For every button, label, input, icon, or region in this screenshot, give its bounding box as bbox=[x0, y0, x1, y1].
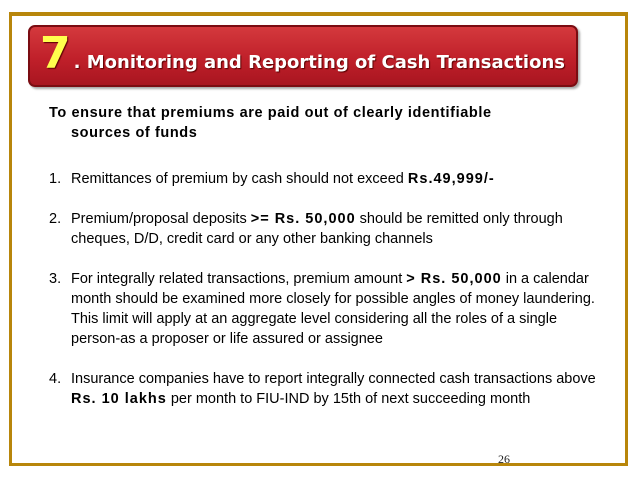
title-bar bbox=[28, 25, 578, 87]
text-run: should be remitted only through cheques, D/D, credit card or any other banking channels bbox=[71, 211, 563, 247]
intro-line-1: To ensure that premiums are paid out of clearly identifiable bbox=[49, 105, 492, 121]
list-item-text bbox=[71, 169, 609, 189]
bold-amount: > Rs. 50,000 bbox=[406, 271, 502, 287]
text-run: Premium/proposal deposits bbox=[71, 211, 251, 227]
page-title: . Monitoring and Reporting of Cash Transactions bbox=[73, 52, 565, 73]
text-run: Remittances of premium by cash should not exceed bbox=[71, 171, 408, 187]
slide-body bbox=[49, 103, 609, 429]
bold-amount: Rs. 10 lakhs bbox=[71, 391, 167, 407]
bold-amount: >= Rs. 50,000 bbox=[250, 211, 356, 227]
intro-line-2: sources of funds bbox=[71, 125, 198, 141]
list-item-text bbox=[71, 369, 609, 409]
list-item-text bbox=[71, 209, 609, 249]
list-item bbox=[49, 369, 609, 409]
text-run: in a calendar month should be examined more closely for possible angles of money laundering. This limit will apply at an aggregate level considering all the roles of a single person-as a proposer or life assured or assignee bbox=[71, 271, 595, 347]
text-run: For integrally related transactions, premium amount bbox=[71, 271, 407, 287]
text-run: Insurance companies have to report integrally connected cash transactions above bbox=[71, 371, 596, 387]
list-item-text bbox=[71, 269, 609, 349]
list-item-number: 2. bbox=[49, 211, 62, 227]
list-item bbox=[49, 209, 609, 249]
list-item bbox=[49, 269, 609, 349]
bold-amount: Rs.49,999/- bbox=[407, 171, 495, 187]
list-item bbox=[49, 169, 609, 189]
page-number: 26 bbox=[498, 452, 510, 466]
title-number: 7 bbox=[40, 28, 71, 79]
list-item-number: 3. bbox=[49, 271, 62, 287]
text-run: per month to FIU-IND by 15th of next succeeding month bbox=[166, 391, 531, 407]
intro-heading bbox=[49, 103, 609, 143]
list-item-number: 4. bbox=[49, 371, 62, 387]
list-item-number: 1. bbox=[49, 171, 62, 187]
